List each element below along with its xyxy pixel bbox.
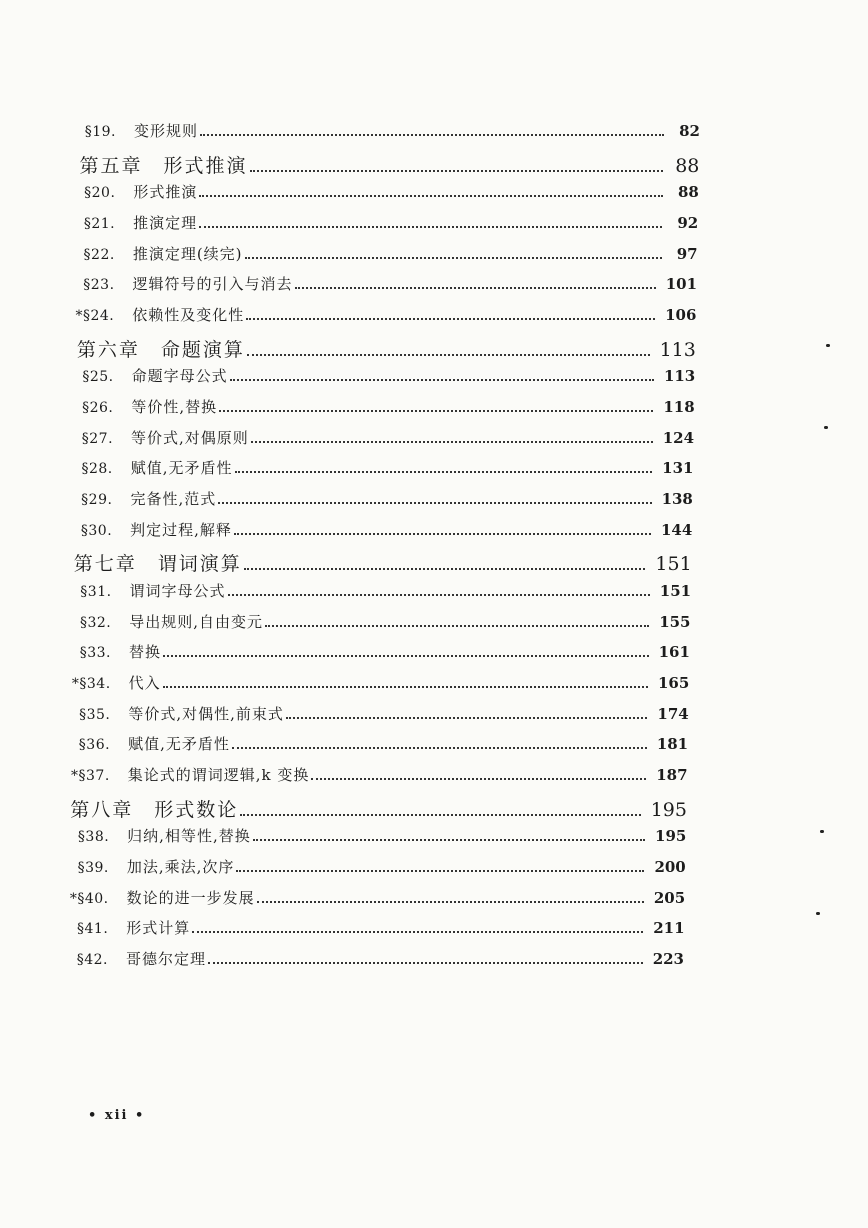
dot-leader	[251, 440, 653, 443]
section-number: §29.	[81, 492, 113, 508]
section-title: 加法,乘法,次序	[126, 858, 235, 876]
section-title: 命题字母公式	[131, 367, 228, 386]
section-title: 谓词字母公式	[129, 582, 226, 600]
page-number: 161	[658, 643, 690, 662]
section-number: §23.	[83, 277, 115, 294]
section-title: 赋值,无矛盾性	[128, 735, 230, 754]
toc-section-entry	[40, 917, 684, 938]
dot-leader	[199, 225, 662, 228]
section-title: 形式推演	[133, 183, 198, 202]
section-number: *§34.	[71, 676, 111, 692]
section-title: 数论的进一步发展	[126, 888, 255, 907]
section-title: 判定过程,解释	[130, 520, 232, 539]
dot-leader	[244, 567, 646, 570]
dot-leader	[295, 286, 656, 289]
page-number: 151	[659, 582, 692, 600]
section-number: §36.	[78, 737, 111, 754]
section-title: 哥德尔定理	[126, 950, 207, 968]
toc-chapter-entry	[80, 151, 700, 178]
page-number: 211	[653, 919, 685, 938]
section-number: §32.	[79, 614, 112, 631]
page-number: 88	[675, 154, 700, 177]
page-number: 113	[659, 338, 696, 361]
page-number: 124	[662, 428, 695, 447]
toc-chapter-entry	[70, 795, 687, 822]
toc-section-entry	[48, 120, 700, 141]
toc-chapter-entry	[77, 335, 696, 362]
page-number: 113	[663, 367, 696, 386]
section-number: *§24.	[75, 308, 115, 324]
toc-section-entry	[46, 365, 696, 386]
dot-leader	[236, 869, 644, 872]
section-number: §27.	[81, 430, 114, 447]
chapter-title: 第七章 谓词演算	[73, 553, 242, 576]
toc-section-entry	[43, 672, 690, 693]
section-number: §35.	[79, 706, 111, 723]
section-number: §20.	[84, 185, 116, 202]
page-number: 92	[677, 214, 699, 232]
dot-leader	[253, 838, 645, 841]
page-number: 131	[662, 459, 694, 478]
section-title: 归纳,相等性,替换	[127, 827, 251, 846]
dot-leader	[245, 256, 662, 259]
section-number: §30.	[80, 522, 113, 539]
dot-leader	[250, 169, 664, 172]
page-number: 187	[656, 766, 688, 784]
toc-chapter-entry	[74, 549, 692, 576]
dot-leader	[257, 900, 644, 903]
section-title: 逻辑符号的引入与消去	[132, 275, 293, 294]
toc-section-entry	[47, 243, 698, 264]
section-number: §21.	[83, 216, 116, 232]
toc-section-entry	[42, 764, 688, 785]
section-number: §33.	[79, 645, 111, 662]
section-title: 等价式,对偶原则	[131, 428, 249, 447]
page-number: 195	[650, 798, 687, 821]
section-number: §39.	[77, 860, 109, 876]
page-number: 118	[663, 398, 695, 416]
toc-section-entry	[44, 488, 692, 509]
section-title: 变形规则	[134, 122, 199, 140]
page-number: 200	[654, 858, 686, 876]
section-title: 集论式的谓词逻辑,k 变换	[127, 766, 310, 784]
page-number: 144	[660, 520, 693, 539]
toc-section-entry	[43, 611, 690, 632]
page-number: 181	[656, 735, 689, 754]
page-number: 174	[657, 704, 689, 723]
section-title: 形式计算	[126, 919, 191, 938]
dot-leader	[311, 777, 646, 780]
chapter-title: 第六章 命题演算	[76, 338, 245, 361]
toc-section-entry	[46, 304, 696, 325]
section-number: *§37.	[71, 768, 110, 784]
dot-leader	[246, 317, 655, 320]
toc-section-entry	[41, 887, 686, 908]
section-title: 推演定理(续完)	[132, 244, 243, 263]
dot-leader	[163, 654, 649, 657]
dot-leader	[208, 961, 643, 964]
page-number: 155	[659, 612, 691, 631]
page-number: 88	[677, 183, 699, 202]
page-folio: • xii •	[88, 1108, 146, 1123]
toc-section-entry	[41, 856, 686, 877]
section-number: §38.	[77, 829, 110, 846]
scan-speck	[824, 426, 828, 429]
dot-leader	[219, 409, 653, 412]
section-number: §42.	[76, 952, 108, 968]
dot-leader	[192, 930, 643, 933]
dot-leader	[218, 501, 651, 504]
section-title: 代入	[128, 674, 161, 692]
toc-section-entry	[47, 212, 698, 233]
page-number: 223	[652, 950, 684, 968]
section-title: 等价性,替换	[131, 398, 218, 416]
section-title: 完备性,范式	[130, 490, 217, 508]
section-number: §31.	[80, 584, 112, 600]
toc-section-entry	[45, 427, 694, 448]
page-number: 82	[679, 122, 700, 140]
toc-section-entry	[41, 825, 686, 846]
section-number: §26.	[82, 400, 114, 416]
dot-leader	[230, 378, 654, 381]
page-number: 101	[665, 275, 698, 294]
scan-speck	[816, 912, 820, 915]
section-title: 等价式,对偶性,前束式	[128, 704, 284, 723]
dot-leader	[286, 716, 648, 719]
toc-section-entry	[42, 703, 688, 724]
page-number: 138	[661, 490, 693, 508]
dot-leader	[232, 746, 647, 749]
page-number: 205	[653, 888, 686, 907]
toc-section-entry	[43, 641, 690, 662]
section-number: *§40.	[69, 890, 109, 907]
toc-section-entry	[44, 519, 692, 540]
toc-section-entry	[42, 733, 688, 754]
section-title: 替换	[128, 643, 161, 662]
dot-leader	[240, 813, 640, 816]
toc-section-entry	[44, 580, 692, 601]
toc-section-entry	[45, 457, 694, 478]
dot-leader	[200, 133, 664, 136]
page-number: 97	[676, 244, 698, 263]
dot-leader	[265, 624, 649, 627]
scan-speck	[820, 830, 824, 833]
section-number: §28.	[81, 461, 113, 478]
dot-leader	[235, 470, 653, 473]
toc-section-entry	[45, 396, 694, 417]
chapter-title: 第八章 形式数论	[70, 798, 239, 821]
section-number: §41.	[77, 921, 109, 938]
section-number: §22.	[83, 246, 115, 263]
section-title: 推演定理	[133, 214, 198, 232]
dot-leader	[163, 685, 648, 688]
dot-leader	[247, 353, 650, 356]
toc-section-entry	[47, 273, 698, 294]
dot-leader	[228, 593, 650, 596]
page-number: 165	[658, 674, 690, 692]
page-number: 151	[655, 553, 692, 576]
dot-leader	[199, 194, 662, 197]
section-title: 依赖性及变化性	[132, 306, 245, 324]
page-number: 106	[665, 306, 697, 324]
chapter-title: 第五章 形式推演	[79, 154, 248, 177]
section-title: 赋值,无矛盾性	[130, 459, 233, 478]
toc-section-entry	[40, 948, 684, 969]
section-title: 导出规则,自由变元	[129, 612, 264, 631]
section-number: §25.	[82, 369, 114, 386]
section-number: §19.	[84, 124, 116, 140]
toc-section-entry	[47, 181, 698, 202]
scan-speck	[826, 344, 830, 347]
page-number: 195	[655, 827, 687, 846]
dot-leader	[234, 532, 651, 535]
